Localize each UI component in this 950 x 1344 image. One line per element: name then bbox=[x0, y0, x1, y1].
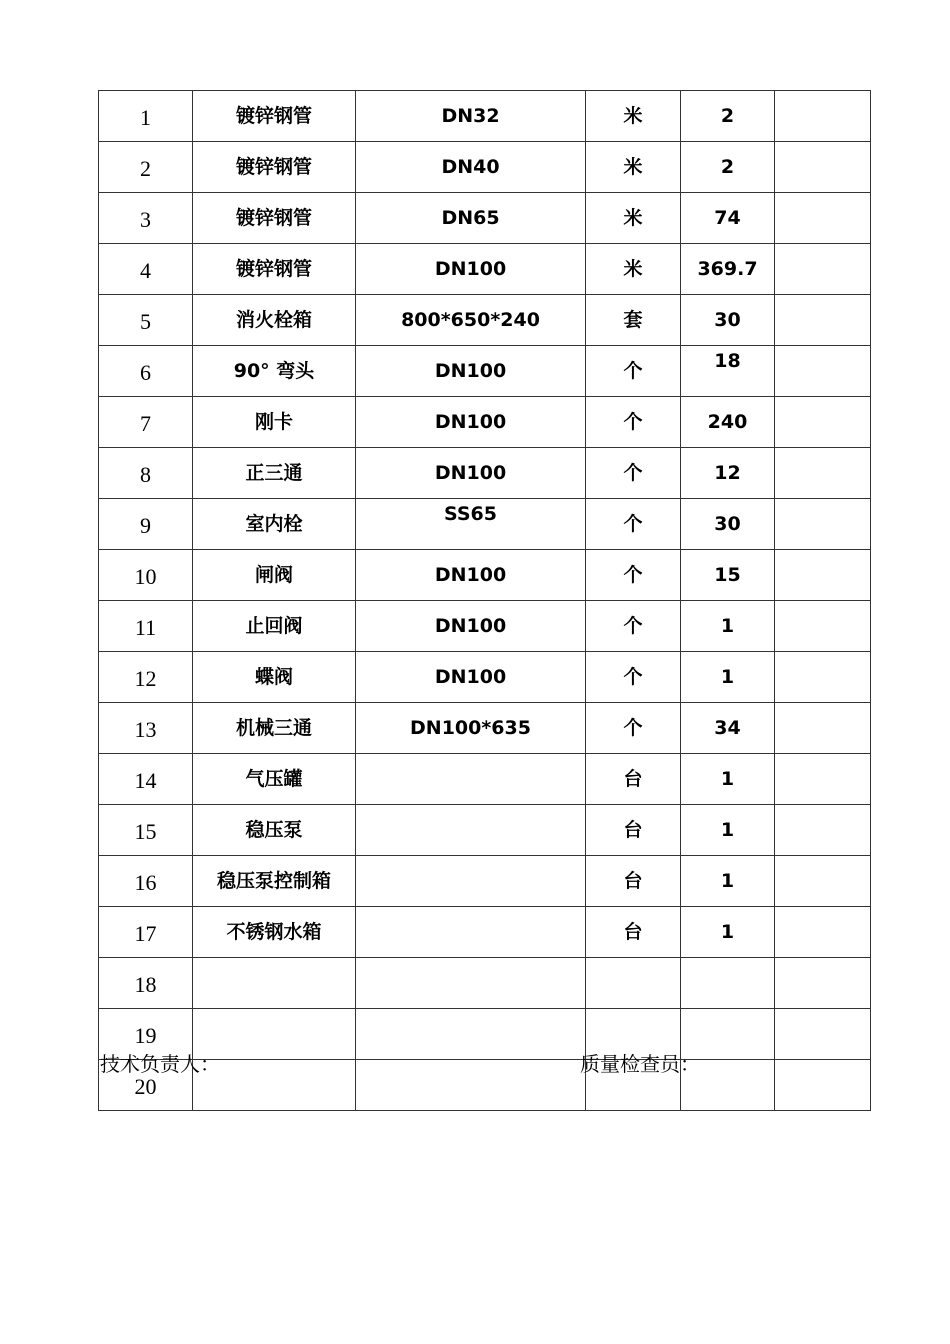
cell-remark bbox=[775, 856, 871, 907]
cell-unit: 个 bbox=[586, 652, 681, 703]
cell-spec: DN100 bbox=[356, 550, 586, 601]
cell-no: 13 bbox=[99, 703, 193, 754]
cell-remark bbox=[775, 1060, 871, 1111]
cell-qty: 74 bbox=[681, 193, 775, 244]
table-row bbox=[99, 346, 871, 397]
table-row bbox=[99, 91, 871, 142]
table-row bbox=[99, 958, 871, 1009]
cell-remark bbox=[775, 448, 871, 499]
cell-unit: 米 bbox=[586, 91, 681, 142]
cell-name: 镀锌钢管 bbox=[193, 142, 356, 193]
cell-qty: 1 bbox=[681, 805, 775, 856]
cell-spec: DN100 bbox=[356, 601, 586, 652]
cell-spec: DN100 bbox=[356, 346, 586, 397]
cell-remark bbox=[775, 907, 871, 958]
cell-unit: 个 bbox=[586, 346, 681, 397]
cell-no: 5 bbox=[99, 295, 193, 346]
cell-remark bbox=[775, 550, 871, 601]
cell-remark bbox=[775, 142, 871, 193]
cell-name: 消火栓箱 bbox=[193, 295, 356, 346]
cell-spec bbox=[356, 499, 586, 550]
cell-name: 闸阀 bbox=[193, 550, 356, 601]
cell-unit: 个 bbox=[586, 397, 681, 448]
cell-qty bbox=[681, 346, 775, 397]
cell-no: 2 bbox=[99, 142, 193, 193]
cell-unit: 个 bbox=[586, 601, 681, 652]
cell-qty: 2 bbox=[681, 91, 775, 142]
cell-no: 16 bbox=[99, 856, 193, 907]
table-row bbox=[99, 805, 871, 856]
cell-name: 镀锌钢管 bbox=[193, 193, 356, 244]
cell-qty: 30 bbox=[681, 499, 775, 550]
cell-unit: 个 bbox=[586, 499, 681, 550]
table-row bbox=[99, 907, 871, 958]
cell-qty bbox=[681, 958, 775, 1009]
cell-qty: 12 bbox=[681, 448, 775, 499]
cell-name: 正三通 bbox=[193, 448, 356, 499]
table-row bbox=[99, 601, 871, 652]
cell-name: 气压罐 bbox=[193, 754, 356, 805]
cell-no: 1 bbox=[99, 91, 193, 142]
cell-qty: 1 bbox=[681, 601, 775, 652]
cell-unit: 个 bbox=[586, 550, 681, 601]
cell-name bbox=[193, 958, 356, 1009]
cell-spec bbox=[356, 805, 586, 856]
cell-no: 20 bbox=[99, 1060, 193, 1111]
table-row bbox=[99, 754, 871, 805]
cell-name: 稳压泵 bbox=[193, 805, 356, 856]
cell-remark bbox=[775, 652, 871, 703]
cell-unit bbox=[586, 958, 681, 1009]
cell-remark bbox=[775, 193, 871, 244]
cell-qty: 369.7 bbox=[681, 244, 775, 295]
cell-spec-text: SS65 bbox=[444, 503, 497, 525]
cell-spec bbox=[356, 907, 586, 958]
cell-no: 14 bbox=[99, 754, 193, 805]
cell-no: 4 bbox=[99, 244, 193, 295]
cell-spec bbox=[356, 1060, 586, 1111]
cell-spec: DN40 bbox=[356, 142, 586, 193]
cell-name: 止回阀 bbox=[193, 601, 356, 652]
cell-no: 3 bbox=[99, 193, 193, 244]
cell-qty: 30 bbox=[681, 295, 775, 346]
cell-spec bbox=[356, 856, 586, 907]
table-row bbox=[99, 703, 871, 754]
table-row bbox=[99, 397, 871, 448]
cell-remark bbox=[775, 805, 871, 856]
cell-remark bbox=[775, 1009, 871, 1060]
cell-no: 8 bbox=[99, 448, 193, 499]
cell-unit: 米 bbox=[586, 193, 681, 244]
table-row bbox=[99, 295, 871, 346]
cell-no: 15 bbox=[99, 805, 193, 856]
cell-name: 蝶阀 bbox=[193, 652, 356, 703]
table-row bbox=[99, 550, 871, 601]
cell-unit: 台 bbox=[586, 754, 681, 805]
table-row bbox=[99, 142, 871, 193]
cell-spec bbox=[356, 958, 586, 1009]
cell-qty: 1 bbox=[681, 907, 775, 958]
cell-qty-text: 18 bbox=[714, 350, 741, 372]
cell-remark bbox=[775, 397, 871, 448]
technical-lead-label: 技术负责人： bbox=[100, 1052, 220, 1076]
cell-spec: 800*650*240 bbox=[356, 295, 586, 346]
cell-name: 室内栓 bbox=[193, 499, 356, 550]
materials-table-body bbox=[99, 91, 871, 1111]
cell-spec: DN100 bbox=[356, 397, 586, 448]
cell-no: 17 bbox=[99, 907, 193, 958]
cell-spec: DN65 bbox=[356, 193, 586, 244]
cell-spec: DN100 bbox=[356, 652, 586, 703]
cell-name: 稳压泵控制箱 bbox=[193, 856, 356, 907]
materials-table bbox=[98, 90, 871, 1111]
quality-inspector-label: 质量检查员： bbox=[580, 1052, 700, 1076]
cell-qty: 1 bbox=[681, 856, 775, 907]
cell-remark bbox=[775, 958, 871, 1009]
cell-unit: 套 bbox=[586, 295, 681, 346]
cell-name: 刚卡 bbox=[193, 397, 356, 448]
cell-no: 10 bbox=[99, 550, 193, 601]
cell-remark bbox=[775, 244, 871, 295]
cell-unit: 个 bbox=[586, 703, 681, 754]
table-row bbox=[99, 244, 871, 295]
cell-no: 19 bbox=[99, 1009, 193, 1060]
cell-unit: 台 bbox=[586, 907, 681, 958]
cell-spec: DN32 bbox=[356, 91, 586, 142]
cell-unit: 个 bbox=[586, 448, 681, 499]
cell-remark bbox=[775, 499, 871, 550]
cell-qty: 34 bbox=[681, 703, 775, 754]
cell-name: 镀锌钢管 bbox=[193, 91, 356, 142]
cell-no: 6 bbox=[99, 346, 193, 397]
cell-qty: 1 bbox=[681, 754, 775, 805]
cell-no: 7 bbox=[99, 397, 193, 448]
cell-qty: 2 bbox=[681, 142, 775, 193]
cell-no: 12 bbox=[99, 652, 193, 703]
cell-name: 镀锌钢管 bbox=[193, 244, 356, 295]
cell-unit: 米 bbox=[586, 244, 681, 295]
table-row bbox=[99, 652, 871, 703]
cell-no: 9 bbox=[99, 499, 193, 550]
cell-spec: DN100 bbox=[356, 244, 586, 295]
cell-remark bbox=[775, 754, 871, 805]
cell-spec: DN100*635 bbox=[356, 703, 586, 754]
cell-no: 18 bbox=[99, 958, 193, 1009]
cell-spec bbox=[356, 1009, 586, 1060]
table-row bbox=[99, 856, 871, 907]
cell-name: 90° 弯头 bbox=[193, 346, 356, 397]
cell-spec bbox=[356, 754, 586, 805]
cell-qty: 15 bbox=[681, 550, 775, 601]
cell-remark bbox=[775, 346, 871, 397]
cell-qty: 1 bbox=[681, 652, 775, 703]
cell-unit: 台 bbox=[586, 856, 681, 907]
cell-unit: 台 bbox=[586, 805, 681, 856]
table-row bbox=[99, 193, 871, 244]
table-row bbox=[99, 499, 871, 550]
cell-no: 11 bbox=[99, 601, 193, 652]
cell-remark bbox=[775, 703, 871, 754]
cell-remark bbox=[775, 295, 871, 346]
cell-spec: DN100 bbox=[356, 448, 586, 499]
cell-name: 机械三通 bbox=[193, 703, 356, 754]
cell-name: 不锈钢水箱 bbox=[193, 907, 356, 958]
cell-unit: 米 bbox=[586, 142, 681, 193]
cell-remark bbox=[775, 91, 871, 142]
cell-qty: 240 bbox=[681, 397, 775, 448]
table-row bbox=[99, 448, 871, 499]
cell-remark bbox=[775, 601, 871, 652]
